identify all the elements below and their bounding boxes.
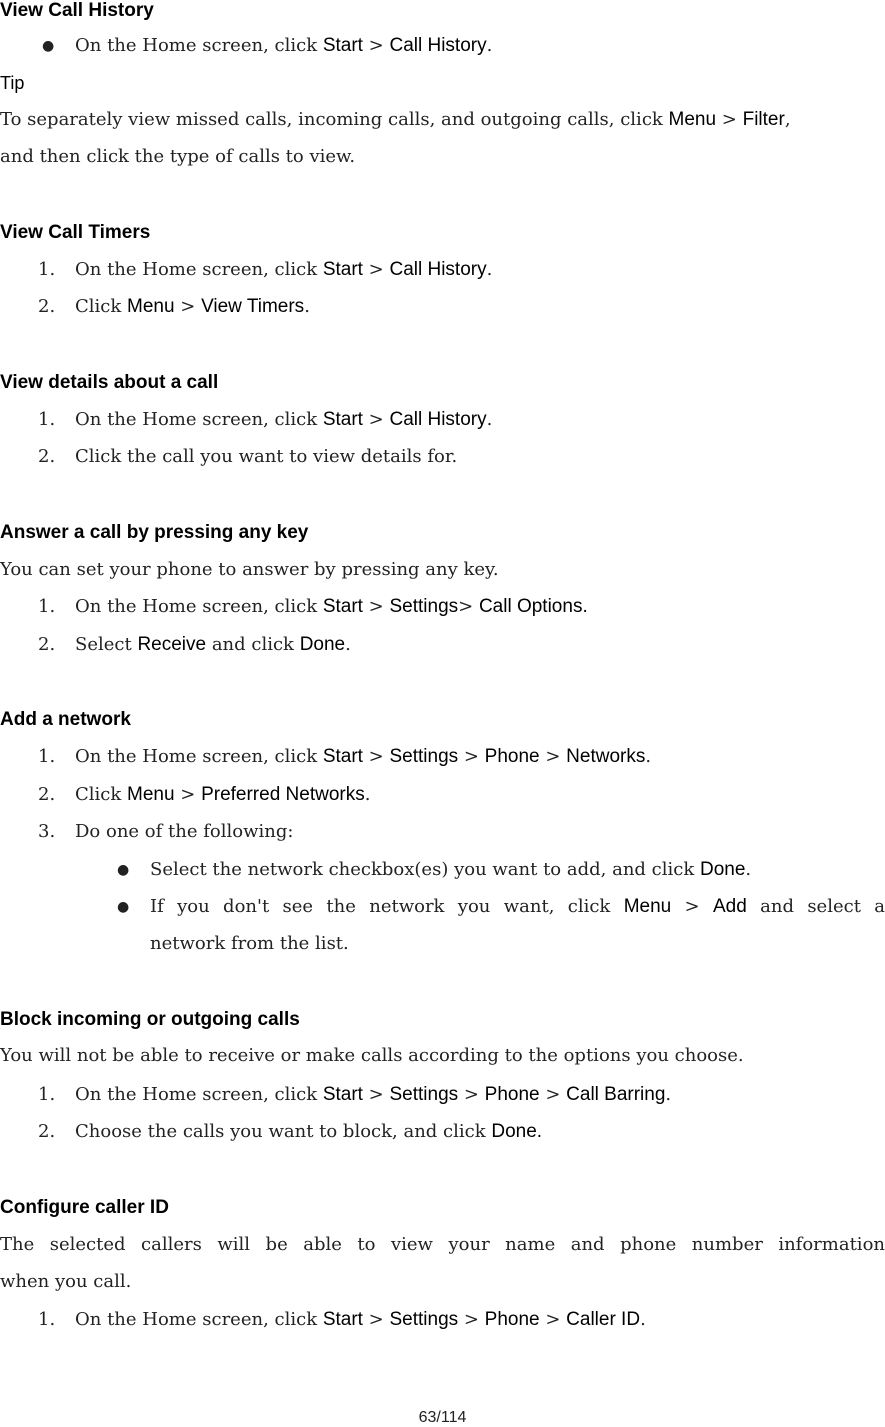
page-number: 63/114: [418, 1409, 467, 1426]
bullet-dot-icon: ●: [117, 862, 130, 878]
bullet-dot-icon: ●: [117, 899, 130, 915]
section-heading-block-calls: Block incoming or outgoing calls: [0, 1009, 300, 1030]
tip-label: Tip: [0, 73, 25, 93]
tip-text: To separately view missed calls, incoming calls, and outgoing calls, click Menu > Filter,: [0, 109, 791, 130]
section-heading-call-history: View Call History: [0, 0, 154, 21]
section-heading-call-timers: View Call Timers: [0, 222, 151, 243]
section-heading-answer-any-key: Answer a call by pressing any key: [0, 522, 309, 543]
tip-text-line2: and then click the type of calls to view.: [0, 146, 356, 167]
section-heading-add-network: Add a network: [0, 709, 131, 730]
section-intro: The selected callers will be able to view your name and phone number information: [0, 1234, 885, 1255]
bullet-dot-icon: ●: [42, 38, 55, 54]
section-heading-caller-id: Configure caller ID: [0, 1197, 169, 1218]
document-page: View Call History ● On the Home screen, click Start > Call History. Tip To separately view missed calls, incoming calls, and outgoing calls, click Menu > Filter, and then click the type of calls to view. View Call Timers 1. On the Home screen, click Start > Call History. 2. Click Menu > View Timers. View details about a call 1. On the Home screen, click Start > Call History. 2. Click the call you want to view details for. Answer a call by pressing any key You can set your phone to answer by pressing any key. 1. On the Home screen, click Start > Settings> Call Options. 2. Select Receive and click Done. Add a network 1. On the Home screen, click Start > Settings > Phone > Networks. 2. Click Menu > Preferred Networks. 3. Do one of the following: ● Select the network checkbox(es) you want to add, and click Done. ● If you don't see the network you want, click Menu > Add and select a network from the list. Block incoming or outgoing calls You will not be able to receive or make calls according to the options you choose. 1. On the Home screen, click Start > Settings > Phone > Call Barring. 2. Choose the calls you want to block, and click Done. Configure caller ID The selected callers will be able to view your name and phone number information when you call. 1. On the Home screen, click Start > Settings > Phone > Caller ID. 63/114: [0, 0, 885, 1426]
section-heading-call-details: View details about a call: [0, 372, 219, 393]
section-intro: You will not be able to receive or make calls according to the options you choose.: [0, 1045, 744, 1066]
section-intro: You can set your phone to answer by pressing any key.: [0, 559, 499, 580]
section-intro-line2: when you call.: [0, 1271, 132, 1292]
